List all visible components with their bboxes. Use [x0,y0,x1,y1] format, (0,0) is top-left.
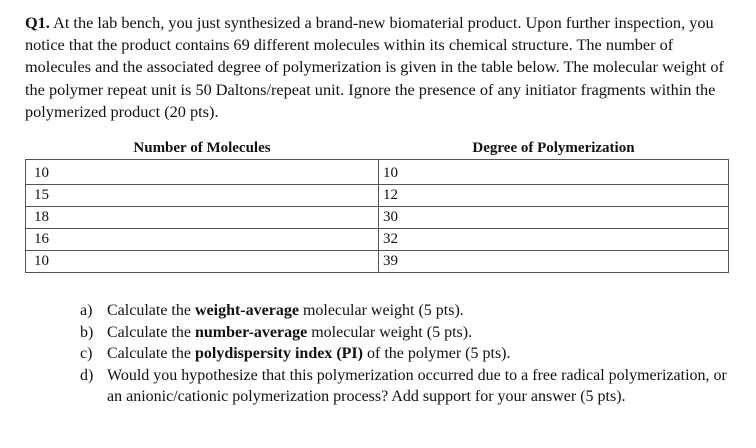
sub-question-label: b) [80,323,94,341]
cell-degree: 39 [379,251,729,273]
cell-degree: 32 [379,229,729,251]
sub-question-label: c) [80,345,93,363]
sub-question-emphasis: polydispersity index (PI) [194,345,363,363]
sub-question-list [80,300,730,408]
sub-question-text-end: of the polymer (5 pts). [362,345,511,363]
sub-question-text: Calculate the [107,323,195,341]
table-header-row [26,138,729,160]
sub-question-label: d) [80,366,94,384]
sub-question-a [80,300,730,322]
cell-degree: 30 [379,207,729,229]
cell-molecules: 10 [26,160,379,185]
question-text: At the lab bench, you just synthesized a brand-new biomaterial product. Upon further inspection, you notice that the product contains 69 different molecules within its chemical structure. The number of molecules and the associated degree of polymerization is given in the table below. The molecular weight of the polymer repeat unit is 50 Daltons/repeat unit. Ignore the presence of any initiator fragments within the polymerized product (20 pts). [25,13,724,121]
header-degree-of-polymerization: Degree of Polymerization [472,140,635,156]
sub-question-label: a) [80,302,93,319]
sub-question-text: Calculate the [107,345,195,363]
sub-question-text-end: molecular weight (5 pts). [298,302,464,319]
data-table [25,138,729,273]
sub-question-text: Calculate the [107,302,195,319]
sub-question-text-end: molecular weight (5 pts). [307,323,473,341]
cell-degree: 10 [379,160,729,185]
cell-molecules: 10 [26,251,379,273]
table-row [26,185,729,207]
cell-molecules: 15 [26,185,379,207]
cell-molecules: 16 [26,229,379,251]
sub-question-text: Would you hypothesize that this polymerization occurred due to a free radical polymerization, or an anionic/cationic polymerization process? Add support for your answer (5 pts). [107,366,727,406]
sub-question-emphasis: number-average [194,323,308,341]
table-row [26,229,729,251]
cell-molecules: 18 [26,207,379,229]
question-number: Q1. [25,13,50,32]
cell-degree: 12 [379,185,729,207]
sub-question-d [80,365,730,408]
sub-question-b [80,322,730,344]
sub-question-c [80,343,730,365]
table-row [26,251,729,273]
sub-question-emphasis: weight-average [194,302,299,319]
table-row [26,207,729,229]
question-paragraph [25,12,725,123]
header-number-of-molecules: Number of Molecules [133,140,271,156]
table-row [26,160,729,185]
